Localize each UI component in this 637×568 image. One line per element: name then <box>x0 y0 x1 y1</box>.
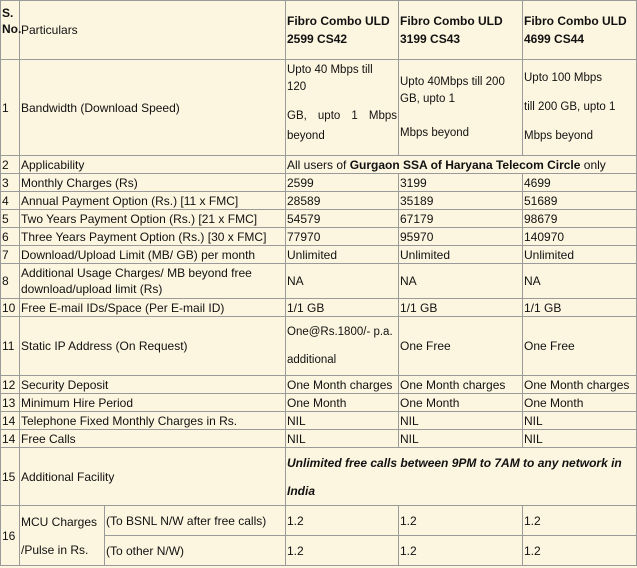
cell-4699: 1.2 <box>523 536 637 566</box>
cell-2599: 1.2 <box>286 506 399 536</box>
cell-4699: One Free <box>523 317 637 376</box>
cell-2599: NIL <box>286 430 399 448</box>
row-label: Security Deposit <box>20 376 286 394</box>
row-number: 10 <box>1 299 20 317</box>
table-row <box>1 210 637 228</box>
row-label: Annual Payment Option (Rs.) [11 x FMC] <box>20 192 286 210</box>
cell-3199: 3199 <box>399 174 523 192</box>
row-number: 3 <box>1 174 20 192</box>
plan-header-3199: Fibro Combo ULD 3199 CS43 <box>399 1 523 60</box>
row-label: Free E-mail IDs/Space (Per E-mail ID) <box>20 299 286 317</box>
cell-3199: 1.2 <box>399 536 523 566</box>
header-row <box>1 1 637 60</box>
row-label: Two Years Payment Option (Rs.) [21 x FMC] <box>20 210 286 228</box>
cell-3199: NA <box>399 264 523 299</box>
row-label: Download/Upload Limit (MB/ GB) per month <box>20 246 286 264</box>
row-label: Additional Usage Charges/ MB beyond free download/upload limit (Rs) <box>20 264 286 299</box>
row-number: 5 <box>1 210 20 228</box>
cell-4699: 140970 <box>523 228 637 246</box>
cell-3199: 1.2 <box>399 506 523 536</box>
cell-4699: NA <box>523 264 637 299</box>
row-number: 12 <box>1 376 20 394</box>
cell-2599: 28589 <box>286 192 399 210</box>
cell-4699: 51689 <box>523 192 637 210</box>
bandwidth-2599-line1: Upto 40 Mbps till 120 <box>287 64 373 93</box>
table-row <box>1 156 637 174</box>
plan-header-4699: Fibro Combo ULD 4699 CS44 <box>523 1 637 60</box>
table-row <box>1 430 637 448</box>
cell-2599: 2599 <box>286 174 399 192</box>
applicability-circle: Gurgaon SSA of Haryana Telecom Circle <box>349 157 581 172</box>
cell-2599: Unlimited <box>286 246 399 264</box>
table-row <box>1 506 637 536</box>
cell-3199: One Month charges <box>399 376 523 394</box>
cell-3199: One Month <box>399 394 523 412</box>
mcu-bsnl-label: (To BSNL N/W after free calls) <box>105 506 286 536</box>
cell-3199: 95970 <box>399 228 523 246</box>
table-row <box>1 448 637 506</box>
cell-4699: Unlimited <box>523 246 637 264</box>
cell-4699: One Month charges <box>523 376 637 394</box>
cell-4699: 1.2 <box>523 506 637 536</box>
sno-header: S. No. <box>1 1 20 60</box>
table-row <box>1 228 637 246</box>
table-row <box>1 299 637 317</box>
bandwidth-2599 <box>286 60 399 156</box>
mcu-other-label: (To other N/W) <box>105 536 286 566</box>
cell-2599: NIL <box>286 412 399 430</box>
additional-facility-value: Unlimited free calls between 9PM to 7AM to any network in India <box>286 448 637 506</box>
row-number: 4 <box>1 192 20 210</box>
row-label: Static IP Address (On Request) <box>20 317 286 376</box>
row-number: 1 <box>1 60 20 156</box>
static-ip-2599: One@Rs.1800/- p.a. additional <box>286 317 399 376</box>
row-label: Additional Facility <box>20 448 286 506</box>
cell-4699: NIL <box>523 412 637 430</box>
row-number: 2 <box>1 156 20 174</box>
cell-4699: 1/1 GB <box>523 299 637 317</box>
bandwidth-2599-line2: GB, upto 1 Mbps beyond <box>287 110 397 142</box>
cell-3199: NIL <box>399 412 523 430</box>
table-row <box>1 317 637 376</box>
cell-2599: NA <box>286 264 399 299</box>
cell-2599: 54579 <box>286 210 399 228</box>
plan-header-2599: Fibro Combo ULD 2599 CS42 <box>286 1 399 60</box>
applicability-value <box>286 156 637 174</box>
cell-2599: One Month <box>286 394 399 412</box>
cell-3199: One Free <box>399 317 523 376</box>
cell-3199: NIL <box>399 430 523 448</box>
cell-2599: 77970 <box>286 228 399 246</box>
row-label: Telephone Fixed Monthly Charges in Rs. <box>20 412 286 430</box>
table-row <box>1 412 637 430</box>
table-row <box>1 60 637 156</box>
row-number: 16 <box>1 506 20 566</box>
row-number: 15 <box>1 448 20 506</box>
row-number: 7 <box>1 246 20 264</box>
cell-3199: Unlimited <box>399 246 523 264</box>
cell-3199: 35189 <box>399 192 523 210</box>
cell-3199: 67179 <box>399 210 523 228</box>
cell-4699: 4699 <box>523 174 637 192</box>
applicability-suffix: only <box>580 157 606 172</box>
row-number: 8 <box>1 264 20 299</box>
cell-4699: One Month <box>523 394 637 412</box>
table-row <box>1 376 637 394</box>
row-label: Minimum Hire Period <box>20 394 286 412</box>
row-number: 14 <box>1 412 20 430</box>
row-label: Free Calls <box>20 430 286 448</box>
row-label: Monthly Charges (Rs) <box>20 174 286 192</box>
cell-2599: 1.2 <box>286 536 399 566</box>
mcu-charges-label: MCU Charges /Pulse in Rs. <box>20 506 105 566</box>
row-label: Bandwidth (Download Speed) <box>20 60 286 156</box>
cell-4699: NIL <box>523 430 637 448</box>
table-row <box>1 174 637 192</box>
table-row <box>1 246 637 264</box>
row-label: Applicability <box>20 156 286 174</box>
row-label: Three Years Payment Option (Rs.) [30 x FMC] <box>20 228 286 246</box>
bandwidth-4699: Upto 100 Mbps till 200 GB, upto 1 Mbps beyond <box>523 60 637 156</box>
cell-4699: 98679 <box>523 210 637 228</box>
bandwidth-3199: Upto 40Mbps till 200 GB, upto 1 Mbps beyond <box>399 60 523 156</box>
cell-3199: 1/1 GB <box>399 299 523 317</box>
table-row <box>1 394 637 412</box>
cell-2599: One Month charges <box>286 376 399 394</box>
particulars-header: Particulars <box>20 1 286 60</box>
row-number: 11 <box>1 317 20 376</box>
row-number: 6 <box>1 228 20 246</box>
cell-2599: 1/1 GB <box>286 299 399 317</box>
row-number: 14 <box>1 430 20 448</box>
table-row <box>1 192 637 210</box>
row-number: 13 <box>1 394 20 412</box>
table-row <box>1 264 637 299</box>
applicability-prefix: All users of <box>287 157 350 172</box>
